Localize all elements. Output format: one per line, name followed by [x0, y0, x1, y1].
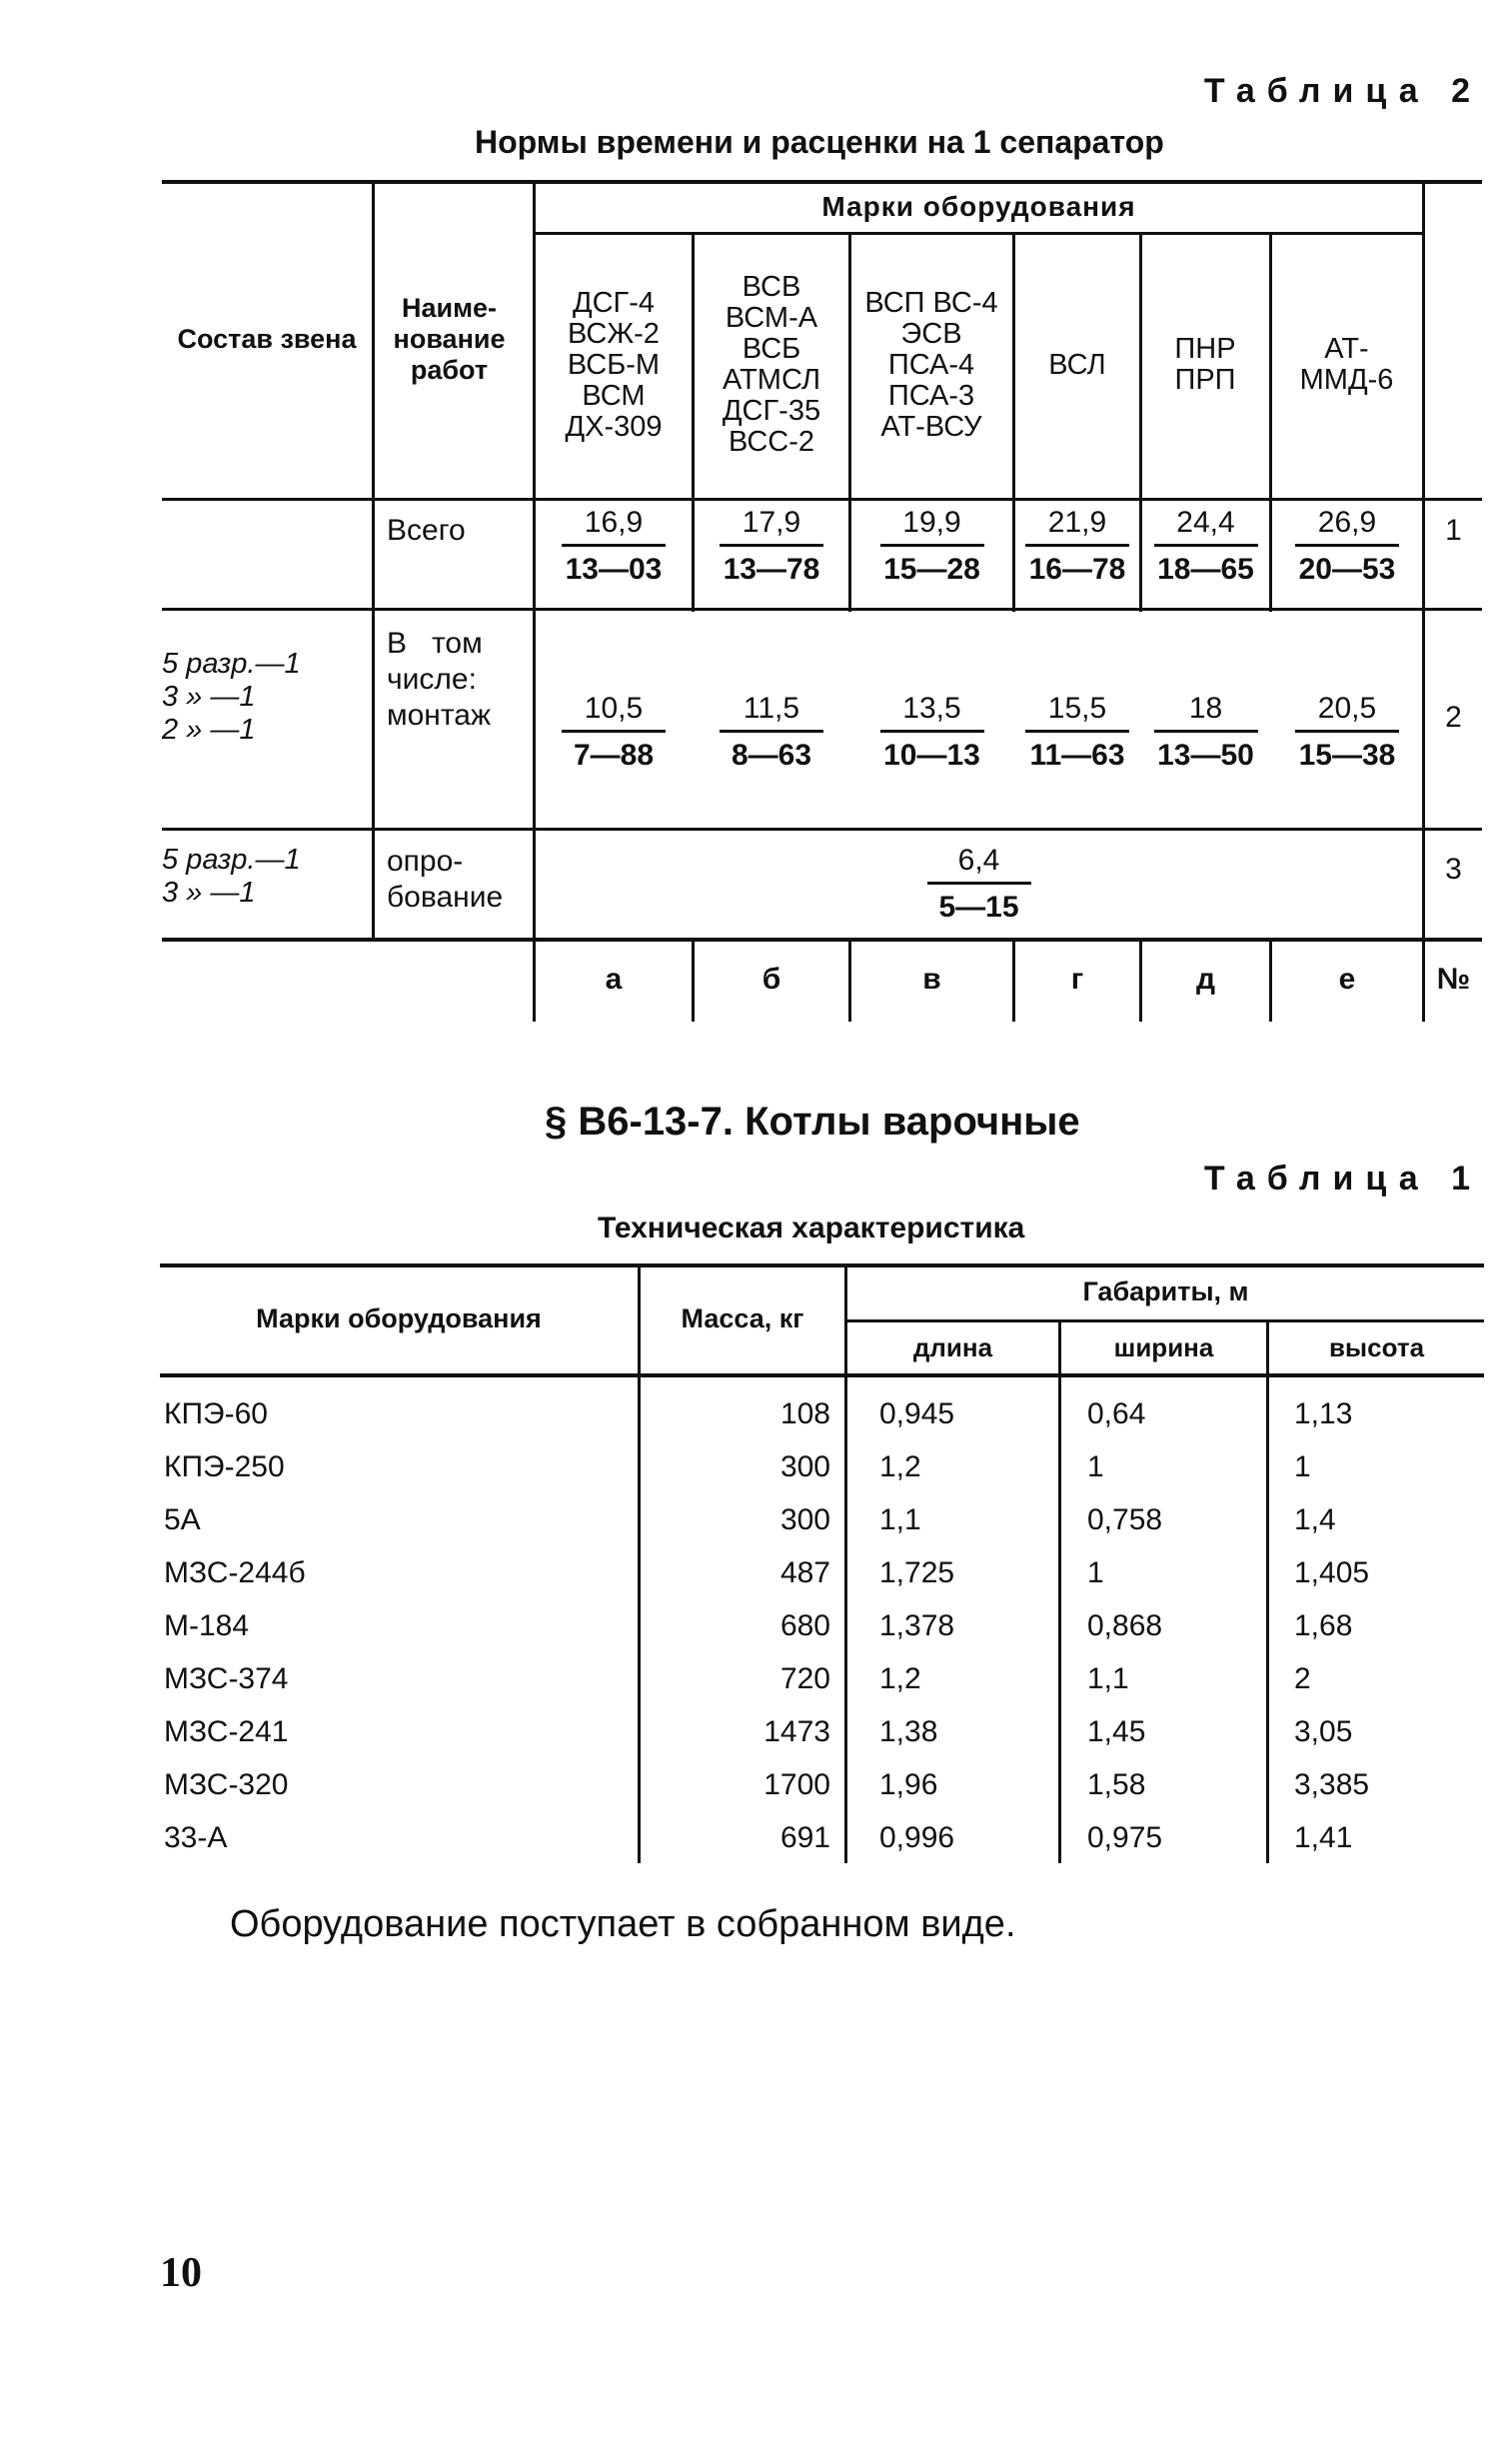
table1-cell-mass: 1700	[763, 1768, 830, 1801]
table1-cell-width: 1,45	[1087, 1715, 1146, 1748]
section-heading: § В6-13-7. Котлы варочные	[545, 1100, 1080, 1144]
rule	[1266, 1319, 1269, 1863]
footer-col-b: б	[761, 962, 781, 996]
table1-cell-brand: 33-А	[164, 1821, 228, 1854]
header-work: Наиме- нование работ	[393, 292, 506, 385]
table1-cell-mass: 680	[779, 1609, 830, 1642]
table1-cell-width: 0,868	[1087, 1609, 1163, 1642]
table1-cell-brand: М-184	[164, 1609, 250, 1642]
table1-cell-brand: МЗС-320	[164, 1768, 289, 1801]
table1-title: Техническая характеристика	[598, 1212, 1025, 1244]
row2-work: В том числе: монтаж	[387, 627, 492, 732]
row1-value-d: 24,4 18—65	[1142, 506, 1269, 587]
table1-cell-width: 1,1	[1087, 1662, 1129, 1695]
row1-value-v: 19,9 15—28	[851, 506, 1012, 587]
table1-cell-height: 3,05	[1294, 1715, 1353, 1748]
table1-cell-height: 1,405	[1294, 1556, 1370, 1589]
rule	[1422, 180, 1425, 1022]
row2-value-g: 15,5 11—63	[1015, 692, 1139, 773]
header-width: ширина	[1113, 1331, 1214, 1362]
row2-value-d: 18 13—50	[1142, 692, 1269, 773]
table1-cell-length: 0,945	[879, 1397, 955, 1430]
row1-value-g: 21,9 16—78	[1015, 506, 1139, 587]
row3-num: 3	[1445, 852, 1462, 886]
row2-composition: 5 разр.—1 3 » —1 2 » —1	[162, 648, 301, 746]
table1-cell-mass: 487	[779, 1556, 830, 1589]
table1-cell-length: 0,996	[879, 1821, 955, 1854]
table1-cell-mass: 300	[779, 1503, 830, 1536]
table2-title: Нормы времени и расценки на 1 сепаратор	[475, 124, 1164, 160]
table1-cell-mass: 720	[779, 1662, 830, 1695]
table1-cell-height: 1	[1294, 1450, 1311, 1483]
table1-cell-brand: 5А	[164, 1503, 201, 1536]
table1-cell-width: 1	[1087, 1450, 1104, 1483]
row2-value-b: 11,5 8—63	[695, 692, 848, 773]
row2-value-e: 20,5 15—38	[1272, 692, 1422, 773]
row2-num: 2	[1445, 700, 1462, 734]
footer-col-d: д	[1195, 962, 1216, 996]
table1-cell-brand: КПЭ-60	[164, 1397, 268, 1430]
table1-cell-length: 1,96	[879, 1768, 938, 1801]
row2-value-v: 13,5 10—13	[851, 692, 1012, 773]
table1-cell-length: 1,378	[879, 1609, 955, 1642]
rule	[162, 938, 1482, 942]
table1-cell-length: 1,38	[879, 1715, 938, 1748]
table1-cell-brand: МЗС-244б	[164, 1556, 306, 1589]
table1-cell-length: 1,2	[879, 1450, 921, 1483]
header-mass: Масса, кг	[681, 1302, 804, 1333]
rule	[162, 828, 1482, 831]
table1-cell-width: 0,758	[1087, 1503, 1163, 1536]
rule	[1058, 1319, 1061, 1863]
brand-col-d: ПНР ПРП	[1174, 333, 1236, 396]
table1-cell-height: 1,4	[1294, 1503, 1336, 1536]
table1-label: Таблица 1	[1203, 1160, 1482, 1198]
row3-work: опро- бование	[387, 845, 504, 914]
footer-col-number: №	[1436, 962, 1471, 996]
header-brand: Марки оборудования	[256, 1302, 542, 1333]
header-length: длина	[912, 1331, 993, 1362]
table1-cell-brand: МЗС-241	[164, 1715, 289, 1748]
brand-col-a: ДСГ-4 ВСЖ-2 ВСБ-М ВСМ ДХ-309	[565, 286, 663, 443]
row1-value-b: 17,9 13—78	[695, 506, 848, 587]
row1-value-e: 26,9 20—53	[1272, 506, 1422, 587]
table1-cell-width: 1	[1087, 1556, 1104, 1589]
row2-value-a: 10,5 7—88	[536, 692, 692, 773]
table1-cell-mass: 1473	[763, 1715, 830, 1748]
row1-value-a: 16,9 13—03	[536, 506, 692, 587]
footer-col-g: г	[1070, 962, 1084, 996]
row3-value-merged: 6,4 5—15	[536, 844, 1422, 925]
header-dimensions: Габариты, м	[1082, 1275, 1249, 1306]
table1-cell-height: 1,13	[1294, 1397, 1353, 1430]
table2	[162, 180, 1482, 1022]
table1-cell-height: 2	[1294, 1662, 1311, 1695]
table1-cell-width: 0,64	[1087, 1397, 1146, 1430]
rule	[162, 498, 1482, 501]
footer-col-v: в	[922, 962, 941, 996]
table1-cell-width: 1,58	[1087, 1768, 1146, 1801]
table1-cell-height: 1,68	[1294, 1609, 1353, 1642]
table1-cell-length: 1,1	[879, 1503, 921, 1536]
table1-cell-length: 1,2	[879, 1662, 921, 1695]
footer-col-a: а	[605, 962, 623, 996]
row3-composition: 5 разр.—1 3 » —1	[162, 844, 301, 909]
footer-col-e: е	[1338, 962, 1356, 996]
header-brands-group: Марки оборудования	[821, 190, 1136, 222]
brand-col-b: ВСВ ВСМ-А ВСБ АТМСЛ ДСГ-35 ВСС-2	[722, 271, 821, 458]
table1-cell-mass: 300	[779, 1450, 830, 1483]
brand-col-g: ВСЛ	[1048, 348, 1106, 381]
rule	[162, 608, 1482, 611]
table1-cell-mass: 691	[779, 1821, 830, 1854]
table1-cell-mass: 108	[779, 1397, 830, 1430]
note-text: Оборудование поступает в собранном виде.	[230, 1903, 1016, 1945]
header-composition: Состав звена	[177, 323, 357, 354]
table1-cell-height: 3,385	[1294, 1768, 1370, 1801]
header-height: высота	[1328, 1331, 1425, 1362]
brand-col-v: ВСП ВС-4 ЭСВ ПСА-4 ПСА-3 АТ-ВСУ	[864, 286, 998, 443]
table1-cell-height: 1,41	[1294, 1821, 1353, 1854]
table1-cell-width: 0,975	[1087, 1821, 1163, 1854]
table1-cell-brand: КПЭ-250	[164, 1450, 285, 1483]
brand-col-e: АТ- ММД-6	[1299, 333, 1394, 396]
table1-cell-length: 1,725	[879, 1556, 955, 1589]
rule	[160, 1373, 1484, 1377]
page-number: 10	[160, 2250, 202, 2296]
row1-num: 1	[1445, 513, 1462, 547]
table1-cell-brand: МЗС-374	[164, 1662, 289, 1695]
row1-work: Всего	[387, 513, 466, 547]
table2-label: Таблица 2	[1203, 72, 1482, 110]
rule	[372, 180, 375, 940]
table1	[160, 1263, 1484, 1863]
